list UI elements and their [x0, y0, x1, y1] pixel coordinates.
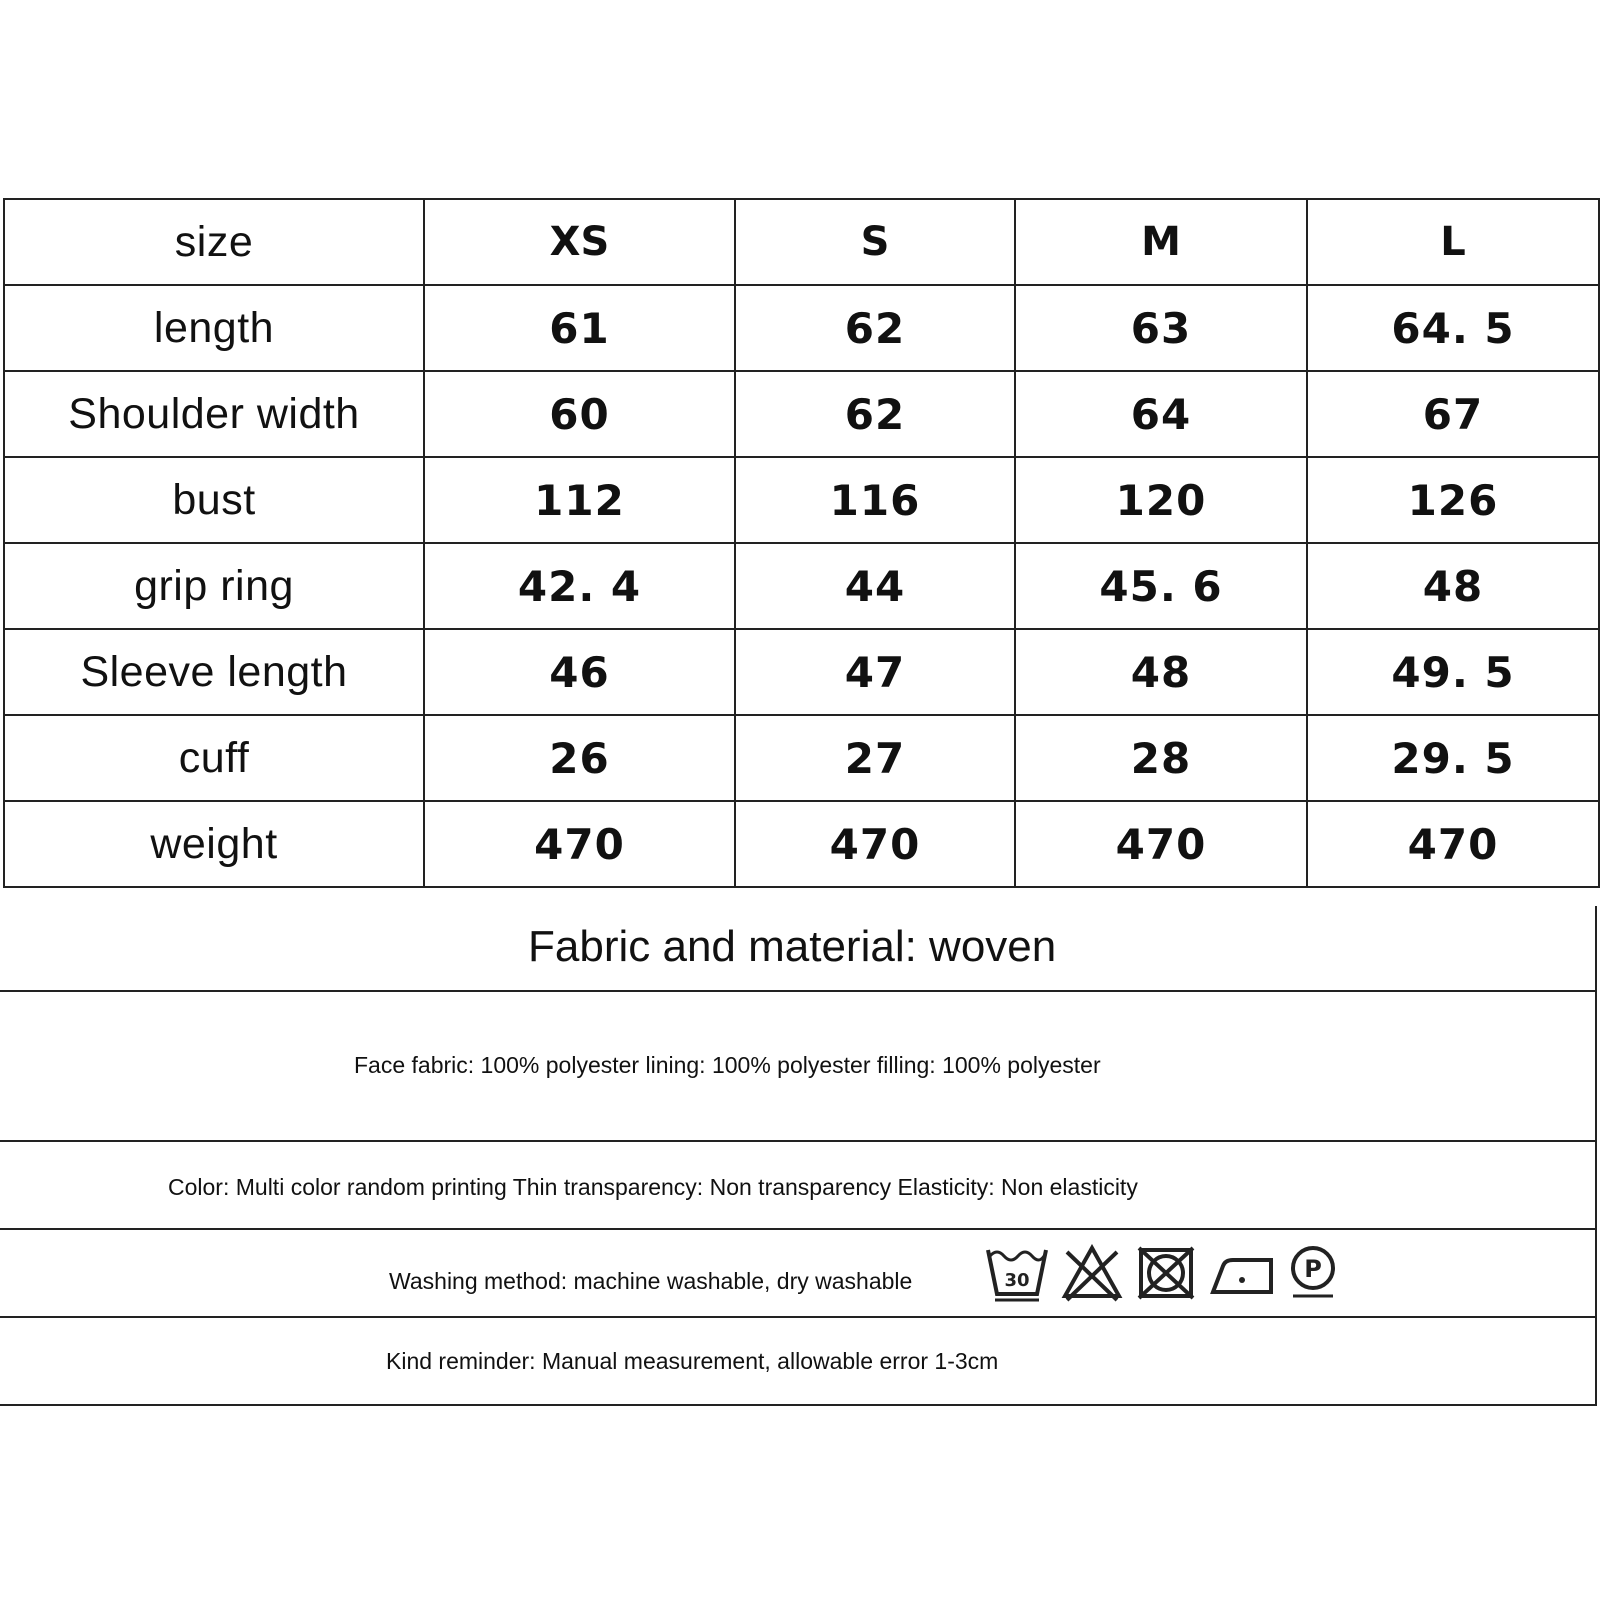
no-bleach-icon — [1061, 1244, 1123, 1302]
reminder-text: Kind reminder: Manual measurement, allowable error 1-3cm — [386, 1348, 999, 1374]
header-size-m: M — [1015, 199, 1307, 285]
color-row — [0, 1142, 1597, 1230]
composition-text: Face fabric: 100% polyester lining: 100% polyester filling: 100% polyester — [354, 1052, 1101, 1078]
table-cell: 64 — [1015, 371, 1307, 457]
header-size-l: L — [1307, 199, 1599, 285]
dry-clean-p-icon — [1287, 1244, 1339, 1302]
table-cell: 29. 5 — [1307, 715, 1599, 801]
table-cell: 46 — [424, 629, 735, 715]
table-cell: 62 — [735, 285, 1015, 371]
table-cell: 42. 4 — [424, 543, 735, 629]
reminder-row — [0, 1318, 1597, 1406]
table-cell: 44 — [735, 543, 1015, 629]
table-row — [4, 371, 1599, 457]
fabric-heading: Fabric and material: woven — [528, 922, 1057, 971]
table-cell: 67 — [1307, 371, 1599, 457]
table-row — [4, 543, 1599, 629]
row-label: cuff — [4, 715, 424, 801]
wash-30-icon — [985, 1244, 1049, 1302]
table-cell: 126 — [1307, 457, 1599, 543]
table-cell: 470 — [424, 801, 735, 887]
table-cell: 49. 5 — [1307, 629, 1599, 715]
header-size-label: size — [4, 199, 424, 285]
header-size-s: S — [735, 199, 1015, 285]
header-size-xs: XS — [424, 199, 735, 285]
table-cell: 63 — [1015, 285, 1307, 371]
row-label: weight — [4, 801, 424, 887]
table-cell: 26 — [424, 715, 735, 801]
no-tumble-dry-icon — [1135, 1244, 1197, 1302]
wash-temp-label: 30 — [1004, 1270, 1030, 1291]
fabric-heading-row — [0, 906, 1597, 992]
table-cell: 47 — [735, 629, 1015, 715]
table-cell: 120 — [1015, 457, 1307, 543]
table-cell: 62 — [735, 371, 1015, 457]
washing-text: Washing method: machine washable, dry washable — [389, 1268, 913, 1294]
row-label: Sleeve length — [4, 629, 424, 715]
iron-low-icon — [1209, 1244, 1275, 1302]
table-cell: 27 — [735, 715, 1015, 801]
table-cell: 48 — [1015, 629, 1307, 715]
table-cell: 45. 6 — [1015, 543, 1307, 629]
table-cell: 470 — [1307, 801, 1599, 887]
table-cell: 28 — [1015, 715, 1307, 801]
table-row — [4, 285, 1599, 371]
composition-row — [0, 992, 1597, 1142]
care-icons — [985, 1244, 1339, 1302]
size-header-row — [4, 199, 1599, 285]
table-row — [4, 801, 1599, 887]
table-cell: 48 — [1307, 543, 1599, 629]
table-row — [4, 457, 1599, 543]
row-label: length — [4, 285, 424, 371]
table-cell: 112 — [424, 457, 735, 543]
table-cell: 470 — [735, 801, 1015, 887]
table-cell: 470 — [1015, 801, 1307, 887]
table-cell: 61 — [424, 285, 735, 371]
size-chart-table — [3, 198, 1600, 888]
table-row — [4, 629, 1599, 715]
table-cell: 64. 5 — [1307, 285, 1599, 371]
dry-clean-letter: P — [1304, 1255, 1322, 1283]
row-label: bust — [4, 457, 424, 543]
row-label: grip ring — [4, 543, 424, 629]
row-label: Shoulder width — [4, 371, 424, 457]
table-cell: 60 — [424, 371, 735, 457]
washing-row — [0, 1230, 1597, 1318]
table-row — [4, 715, 1599, 801]
color-text: Color: Multi color random printing Thin transparency: Non transparency Elasticity: Non elasticity — [168, 1174, 1138, 1200]
table-cell: 116 — [735, 457, 1015, 543]
